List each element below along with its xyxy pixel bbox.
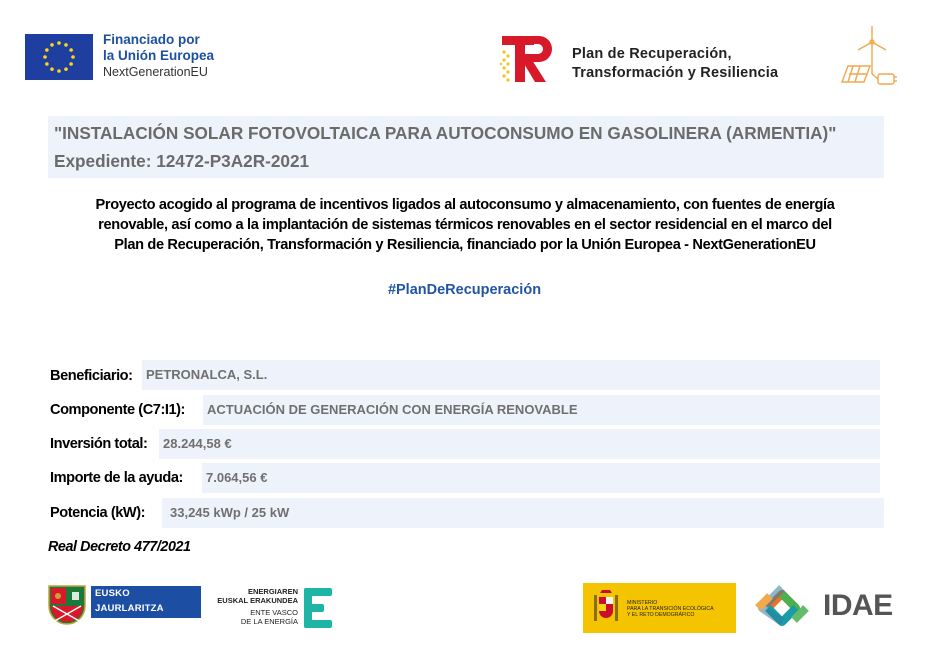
ayuda-label: Importe de la ayuda: bbox=[50, 470, 183, 486]
ayuda-value: 7.064,56 € bbox=[202, 463, 880, 493]
project-description bbox=[30, 195, 900, 255]
eu-star bbox=[57, 69, 61, 73]
eu-funding-line1: Financiado por bbox=[103, 32, 200, 47]
basque-line1: EUSKO JAURLARITZA bbox=[95, 588, 164, 614]
eve-line1: ENERGIAREN bbox=[247, 587, 298, 596]
inversion-label: Inversión total: bbox=[50, 436, 148, 452]
solar-wind-icon bbox=[834, 24, 900, 88]
plan-line2: Transformación y Resiliencia bbox=[572, 65, 779, 81]
idae-wordmark: IDAE bbox=[823, 589, 893, 622]
eve-line4: DE LA ENERGÍA bbox=[240, 616, 298, 626]
real-decreto: Real Decreto 477/2021 bbox=[48, 539, 191, 555]
eve-line3: ENTE VASCO bbox=[250, 608, 298, 617]
eu-star bbox=[69, 62, 73, 66]
plan-line1: Plan de Recuperación, bbox=[572, 46, 732, 62]
potencia-label: Potencia (kW): bbox=[50, 505, 146, 521]
eu-star bbox=[71, 55, 75, 59]
ministerio-logo bbox=[583, 583, 736, 633]
ministerio-line2: PARA LA TRANSICIÓN ECOLÓGICA bbox=[627, 606, 714, 612]
eu-star bbox=[50, 43, 54, 47]
basque-government-text bbox=[91, 586, 201, 629]
ministerio-line3: Y EL RETO DEMOGRÁFICO bbox=[627, 612, 695, 618]
basque-government-logo bbox=[45, 582, 205, 629]
eu-flag-icon bbox=[25, 34, 93, 80]
eu-star bbox=[45, 48, 49, 52]
eu-star bbox=[45, 62, 49, 66]
beneficiario-value: PETRONALCA, S.L. bbox=[142, 360, 880, 390]
description-line3: Plan de Recuperación, Transformación y Resiliencia, financiado por la Unión Europea - NextGenerationEU bbox=[114, 237, 816, 253]
ministerio-line1: MINISTERIO bbox=[627, 600, 658, 606]
basque-shield-icon bbox=[45, 582, 89, 626]
eu-star bbox=[50, 67, 54, 71]
eu-funding-line2: la Unión Europea bbox=[103, 48, 215, 63]
beneficiario-label: Beneficiario: bbox=[50, 368, 133, 384]
eu-funding-line3: NextGenerationEU bbox=[103, 65, 208, 79]
prtr-logo-icon bbox=[498, 30, 558, 86]
potencia-value: 33,245 kWp / 25 kW bbox=[162, 498, 884, 528]
idae-logo-icon bbox=[748, 583, 820, 633]
eu-star bbox=[69, 48, 73, 52]
componente-label: Componente (C7:I1): bbox=[50, 402, 185, 418]
basque-line2: GOBIERNO VASCO bbox=[95, 618, 186, 629]
ministerio-text bbox=[627, 600, 714, 618]
eu-star bbox=[43, 55, 47, 59]
hashtag: #PlanDeRecuperación bbox=[387, 282, 542, 298]
description-line2: renovable, así como a la implantación de sistemas térmicos renovables en el sector residencial en el marco del bbox=[98, 217, 832, 233]
eve-logo-icon bbox=[302, 586, 334, 630]
eu-star bbox=[64, 43, 68, 47]
eu-star bbox=[64, 67, 68, 71]
eu-star bbox=[57, 41, 61, 45]
spain-crest-icon bbox=[591, 589, 621, 627]
plan-recuperacion-text bbox=[572, 45, 778, 83]
eve-line2: EUSKAL ERAKUNDEA bbox=[217, 595, 298, 605]
eve-text bbox=[212, 588, 298, 626]
componente-value: ACTUACIÓN DE GENERACIÓN CON ENERGÍA RENOVABLE bbox=[203, 395, 880, 425]
project-title: "INSTALACIÓN SOLAR FOTOVOLTAICA PARA AUTOCONSUMO EN GASOLINERA (ARMENTIA)" Expediente: 12472-P3A2R-2021 bbox=[48, 116, 884, 178]
inversion-value: 28.244,58 € bbox=[159, 429, 880, 459]
description-line1: Proyecto acogido al programa de incentivos ligados al autoconsumo y almacenamiento, con fuentes de energía bbox=[95, 197, 835, 213]
eu-funding-text bbox=[103, 32, 214, 80]
